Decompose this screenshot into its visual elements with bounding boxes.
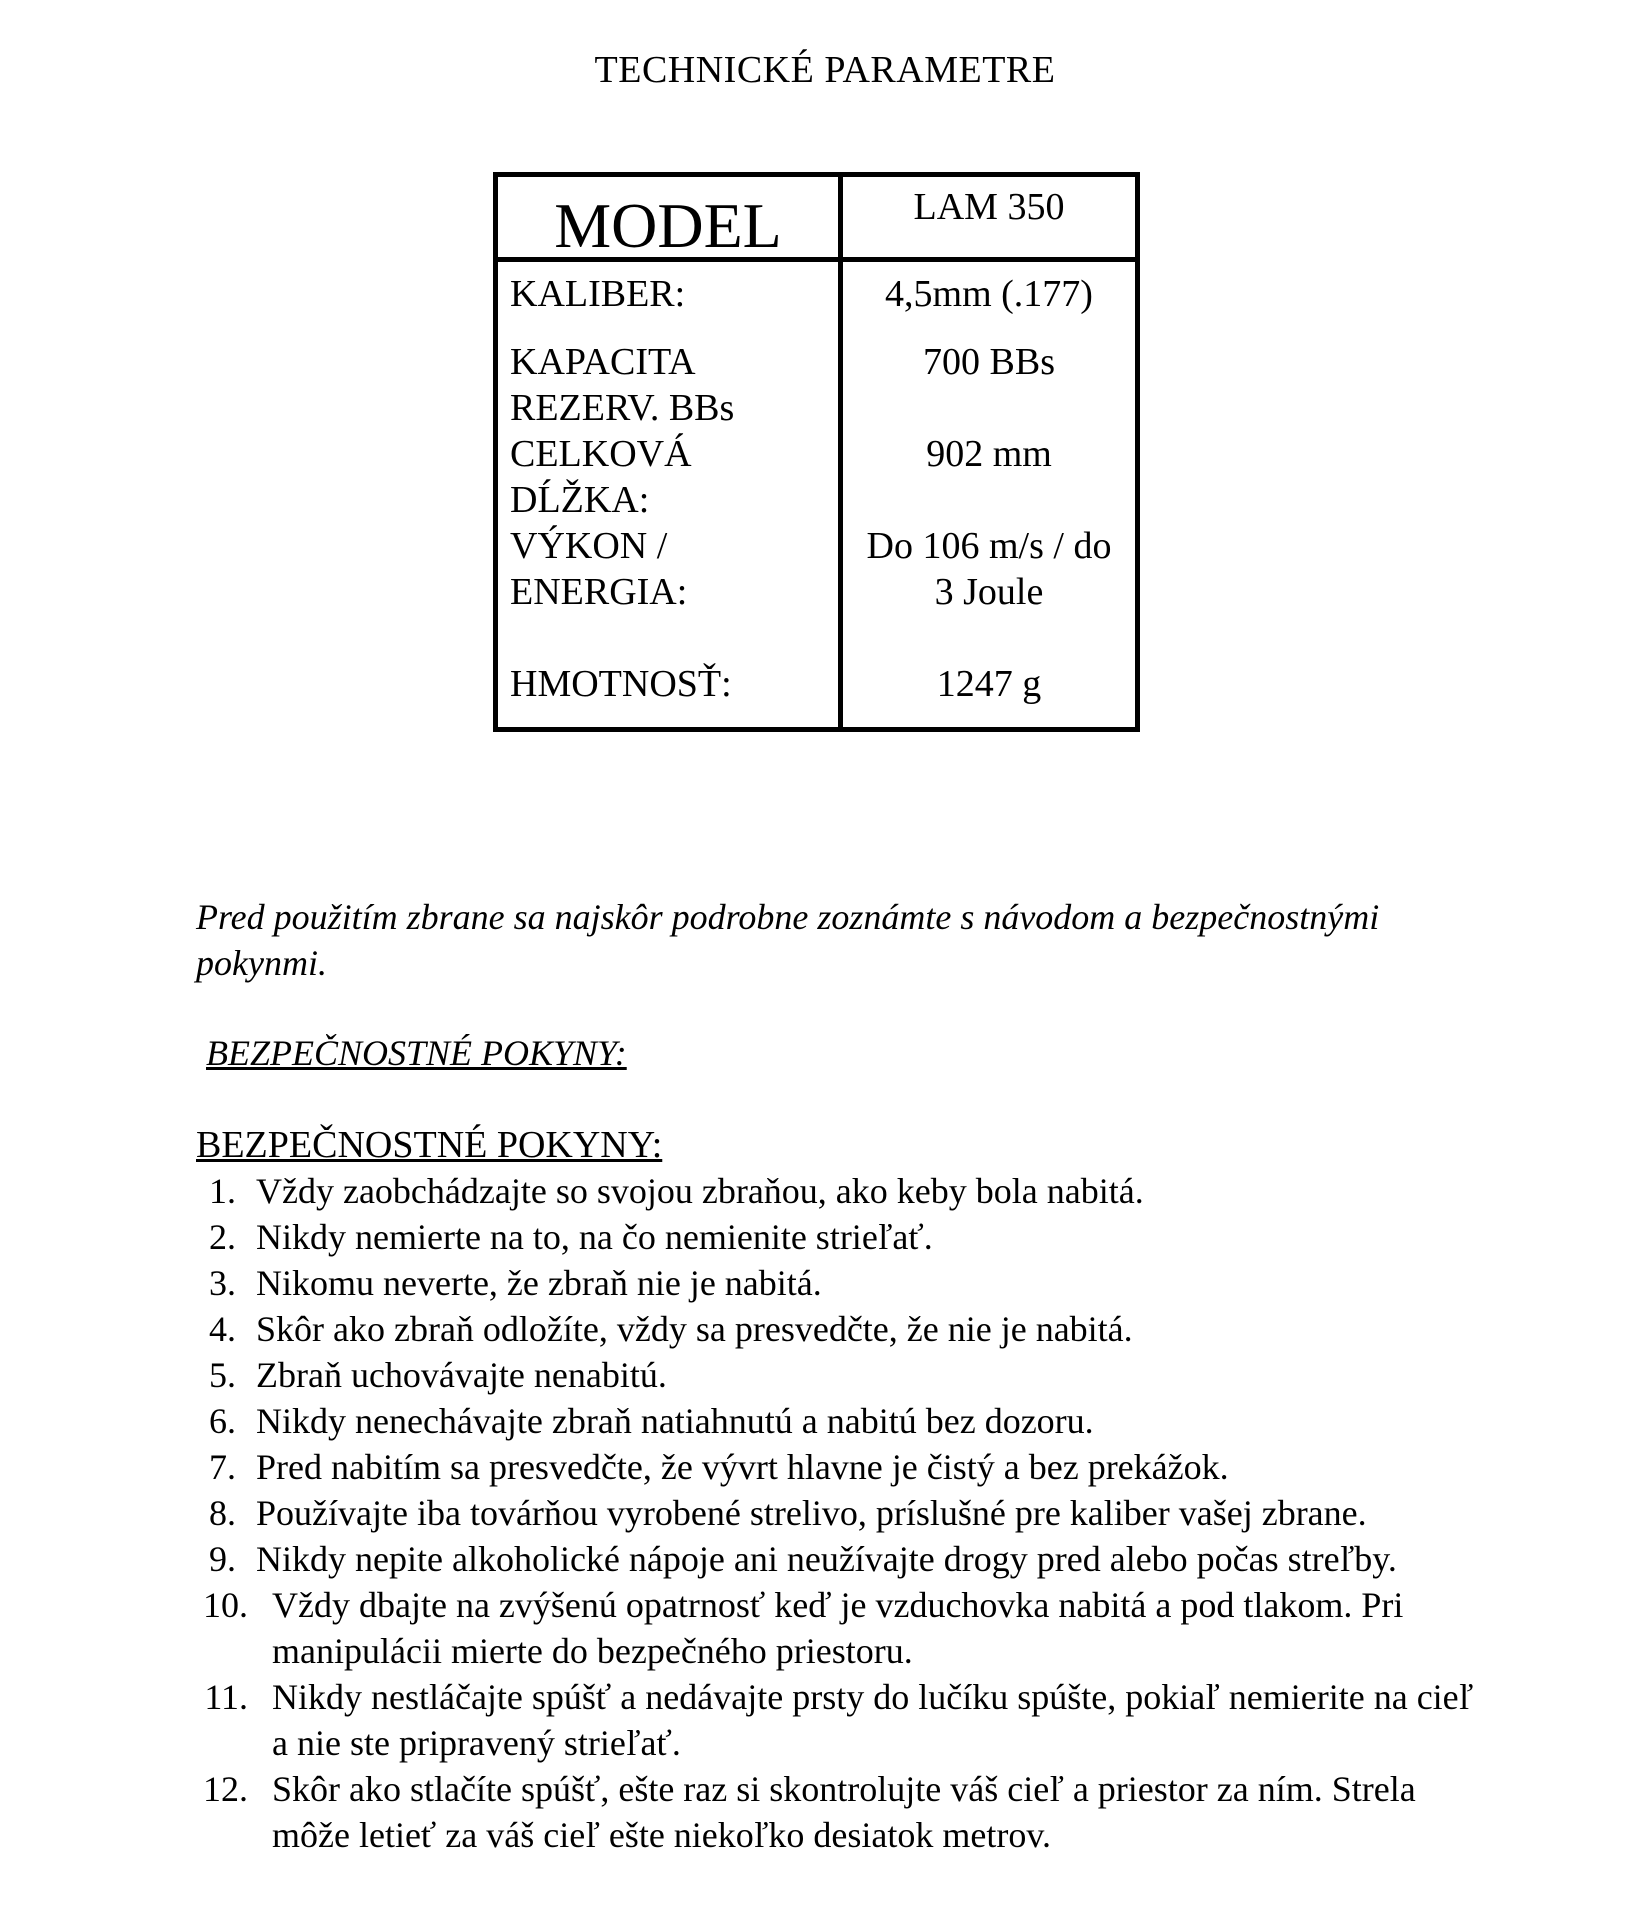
safety-item [190, 1214, 1490, 1260]
spec-value-caliber: 4,5mm (.177) [885, 273, 1093, 315]
spec-table [493, 172, 1140, 732]
safety-item [190, 1306, 1490, 1352]
safety-item [190, 1260, 1490, 1306]
safety-heading-italic: BEZPEČNOSTNÉ POKYNY: [206, 1033, 627, 1073]
item-text: Používajte iba továrňou vyrobené strelivo, príslušné pre kaliber vašej zbrane. [256, 1493, 1367, 1533]
safety-list [190, 1168, 1490, 1858]
item-number: 7. [209, 1447, 236, 1487]
spec-value-weight: 1247 g [936, 663, 1042, 705]
spec-label-power: VÝKON / ENERGIA: [510, 525, 688, 613]
item-text: Nikdy nemierte na to, na čo nemienite strieľať. [256, 1217, 933, 1257]
spec-label-capacity: KAPACITA REZERV. BBs [510, 341, 735, 429]
item-text: Nikomu neverte, že zbraň nie je nabitá. [256, 1263, 822, 1303]
item-number: 4. [209, 1309, 236, 1349]
safety-item [190, 1168, 1490, 1214]
item-text: Nikdy nestláčajte spúšť a nedávajte prsty do lučíku spúšte, pokiaľ nemierite na cieľ a nie ste pripravený strieľať. [272, 1677, 1474, 1763]
spec-label-length: CELKOVÁ DĹŽKA: [510, 433, 692, 521]
item-text: Nikdy nenechávajte zbraň natiahnutú a nabitú bez dozoru. [256, 1401, 1094, 1441]
item-number: 11. [204, 1677, 248, 1717]
item-text: Vždy zaobchádzajte so svojou zbraňou, ako keby bola nabitá. [256, 1171, 1144, 1211]
safety-item [190, 1766, 1490, 1858]
item-text: Skôr ako zbraň odložíte, vždy sa presvedčte, že nie je nabitá. [256, 1309, 1133, 1349]
item-text: Pred nabitím sa presvedčte, že vývrt hlavne je čistý a bez prekážok. [256, 1447, 1229, 1487]
safety-item [190, 1398, 1490, 1444]
item-number: 1. [209, 1171, 236, 1211]
page-title: TECHNICKÉ PARAMETRE [594, 49, 1056, 91]
safety-item [190, 1582, 1490, 1674]
spec-value-length: 902 mm [926, 433, 1052, 475]
safety-item [190, 1490, 1490, 1536]
safety-item [190, 1536, 1490, 1582]
spec-label-weight: HMOTNOSŤ: [510, 663, 732, 705]
item-text: Nikdy nepite alkoholické nápoje ani neužívajte drogy pred alebo počas streľby. [256, 1539, 1397, 1579]
safety-item [190, 1674, 1490, 1766]
item-number: 9. [209, 1539, 236, 1579]
spec-label-caliber: KALIBER: [510, 273, 686, 315]
model-label: MODEL [554, 190, 782, 261]
item-number: 8. [209, 1493, 236, 1533]
item-text: Vždy dbajte na zvýšenú opatrnosť keď je vzduchovka nabitá a pod tlakom. Pri manipulácii mierte do bezpečného priestoru. [272, 1585, 1404, 1671]
item-number: 6. [209, 1401, 236, 1441]
item-number: 10. [203, 1585, 248, 1625]
safety-item [190, 1352, 1490, 1398]
intro-text: Pred použitím zbrane sa najskôr podrobne zoznámte s návodom a bezpečnostnými pokynmi. [196, 897, 1380, 983]
safety-item [190, 1444, 1490, 1490]
spec-value-capacity: 700 BBs [923, 341, 1055, 383]
safety-heading: BEZPEČNOSTNÉ POKYNY: [196, 1124, 663, 1166]
item-number: 5. [209, 1355, 236, 1395]
item-number: 2. [209, 1217, 236, 1257]
item-number: 12. [203, 1769, 248, 1809]
model-value: LAM 350 [913, 186, 1065, 228]
spec-value-power: Do 106 m/s / do 3 Joule [866, 525, 1112, 613]
item-number: 3. [209, 1263, 236, 1303]
item-text: Zbraň uchovávajte nenabitú. [256, 1355, 667, 1395]
item-text: Skôr ako stlačíte spúšť, ešte raz si skontrolujte váš cieľ a priestor za ním. Strela môže letieť za váš cieľ ešte niekoľko desiatok metrov. [272, 1769, 1416, 1855]
